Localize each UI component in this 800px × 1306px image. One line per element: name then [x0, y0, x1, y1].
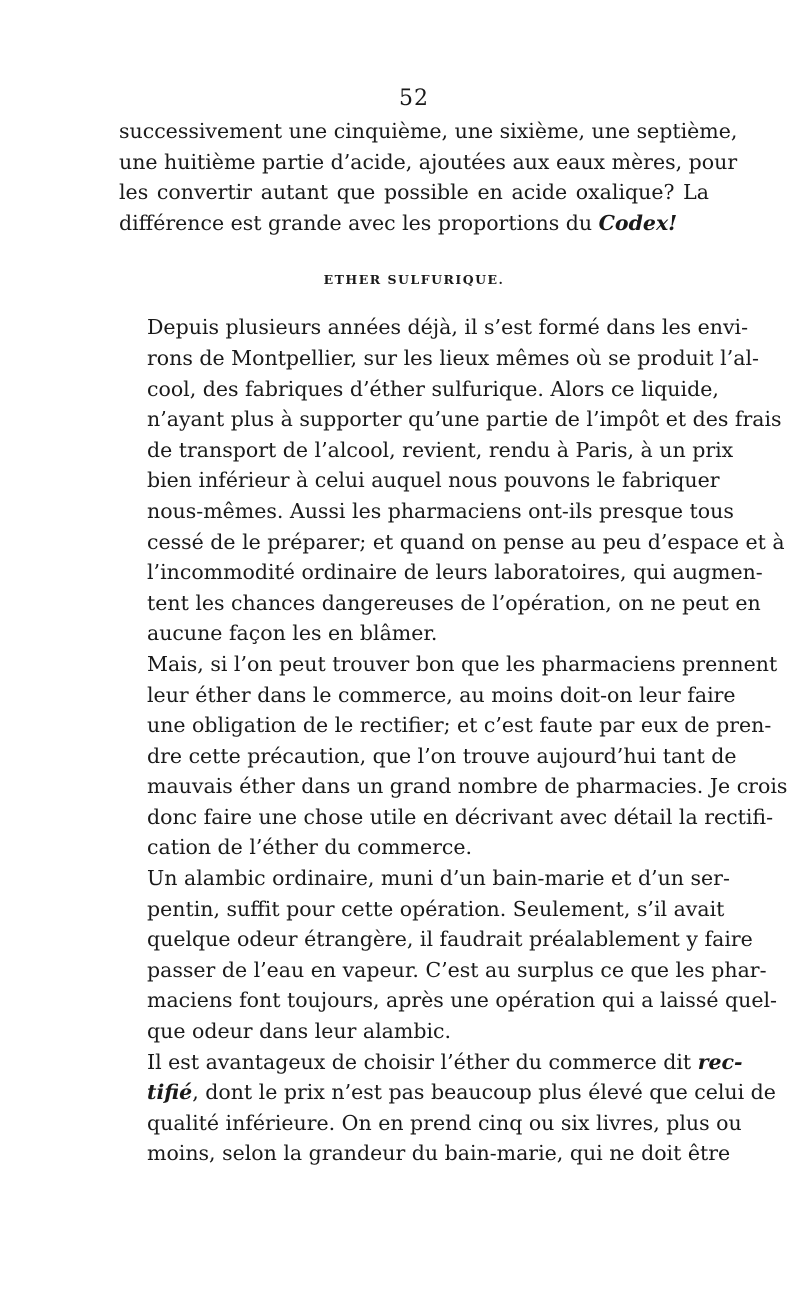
section-heading: ETHER SULFURIQUE. — [323, 272, 505, 288]
text-line: mauvais éther dans un grand nombre de pharmacies. Je crois — [147, 774, 788, 799]
text-line: n’ayant plus à supporter qu’une partie de l’impôt et des frais — [147, 407, 782, 432]
text-segment: Il est avantageux de choisir l’éther du commerce dit — [147, 1049, 692, 1074]
text-line: donc faire une chose utile en décrivant avec détail la rectifi- — [147, 804, 774, 829]
text-line: de transport de l’alcool, revient, rendu à Paris, à un prix — [147, 437, 734, 462]
text-line: passer de l’eau en vapeur. C’est au surplus ce que les phar- — [147, 957, 767, 982]
text-line: Un alambic ordinaire, muni d’un bain-marie et d’un ser- — [147, 866, 730, 891]
paragraph-2 — [119, 312, 785, 649]
text-line: moins, selon la grandeur du bain-marie, qui ne doit être — [147, 1141, 731, 1166]
text-line: quelque odeur étrangère, il faudrait préalablement y faire — [147, 927, 753, 952]
text-line: nous-mêmes. Aussi les pharmaciens ont-ils presque tous — [147, 498, 734, 523]
text-line: qualité inférieure. On en prend cinq ou six livres, plus ou — [147, 1110, 742, 1135]
emphasis-codex: Codex! — [598, 210, 678, 235]
book-page — [119, 84, 788, 1169]
text-line: tent les chances dangereuses de l’opération, on ne peut en — [147, 590, 761, 615]
text-line: rons de Montpellier, sur les lieux mêmes où se produit l’al- — [147, 345, 759, 370]
text-line: une obligation de le rectifier; et c’est faute par eux de pren- — [147, 713, 772, 738]
text-line: aucune façon les en blâmer. — [147, 621, 438, 646]
paragraph-5 — [119, 1047, 776, 1169]
text-line: que odeur dans leur alambic. — [147, 1019, 451, 1044]
emphasis-rectifie-part1: rec- — [697, 1049, 743, 1074]
text-segment: , dont le prix n’est pas beaucoup plus élevé que celui de — [192, 1080, 776, 1105]
text-line: une huitième partie d’acide, ajoutées aux eaux mères, pour — [119, 149, 738, 174]
text-line: cessé de le préparer; et quand on pense au peu d’espace et à — [147, 529, 785, 554]
text-segment: différence est grande avec les proportions du — [119, 210, 593, 235]
text-line: bien inférieur à celui auquel nous pouvons le fabriquer — [147, 468, 720, 493]
text-line: successivement une cinquième, une sixième, une septième, — [119, 119, 738, 143]
text-line: dre cette précaution, que l’on trouve aujourd’hui tant de — [147, 743, 737, 768]
paragraph-4 — [119, 863, 777, 1047]
paragraph-3 — [119, 649, 788, 863]
emphasis-rectifie-part2: tifié — [147, 1080, 193, 1105]
text-line: les convertir autant que possible en acide oxalique? La — [119, 180, 709, 205]
paragraph-1 — [119, 116, 738, 238]
text-line: cool, des fabriques d’éther sulfurique. Alors ce liquide, — [147, 376, 719, 401]
text-line: leur éther dans le commerce, au moins doit-on leur faire — [147, 682, 736, 707]
text-line: cation de l’éther du commerce. — [147, 835, 473, 860]
text-line: pentin, suffit pour cette opération. Seulement, s’il avait — [147, 896, 725, 921]
text-line — [119, 208, 709, 239]
text-line: maciens font toujours, après une opération qui a laissé quel- — [147, 988, 777, 1013]
text-line: l’incommodité ordinaire de leurs laboratoires, qui augmen- — [147, 560, 763, 585]
text-line — [119, 1047, 743, 1078]
text-line — [119, 1077, 776, 1108]
text-line: Mais, si l’on peut trouver bon que les pharmaciens prennent — [147, 651, 778, 676]
text-line: Depuis plusieurs années déjà, il s’est formé dans les envi- — [147, 315, 749, 340]
page-number: 52 — [399, 86, 429, 111]
